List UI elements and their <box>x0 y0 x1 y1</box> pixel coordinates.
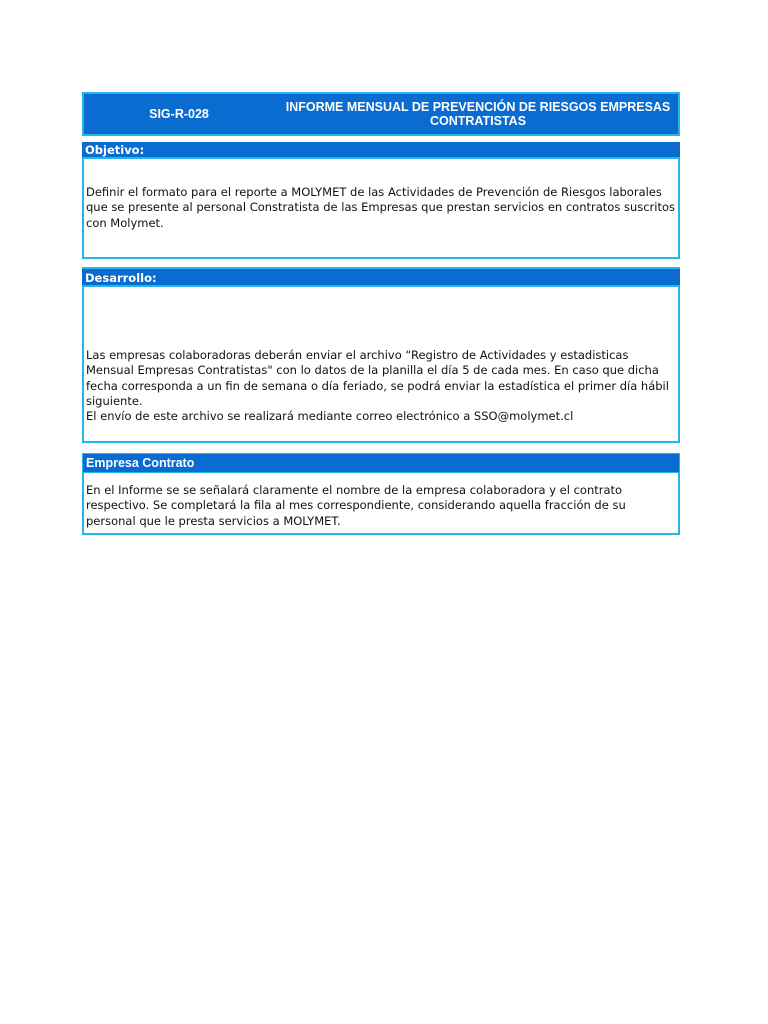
section-empresa-contrato-body <box>82 473 680 535</box>
document-code: SIG-R-028 <box>149 107 209 121</box>
objetivo-text: Definir el formato para el reporte a MOLYMET de las Actividades de Prevención de Riesgos laborales que se presente al personal Constratista de las Empresas que prestan servicios en contratos suscritos con Molymet. <box>86 185 676 230</box>
section-objetivo-body <box>82 159 680 259</box>
desarrollo-paragraph-1: Las empresas colaboradoras deberán enviar el archivo “Registro de Actividades y estadisticas Mensual Empresas Contratistas" con lo datos de la planilla el día 5 de cada mes. En caso que dicha fecha corresponda a un fin de semana o día feriado, se podrá enviar la estadística el primer día hábil siguiente. <box>86 348 669 408</box>
section-desarrollo <box>82 267 680 443</box>
empresa-contrato-text: En el Informe se se señalará claramente el nombre de la empresa colaboradora y el contrato respectivo. Se completará la fila al mes correspondiente, considerando aquella fracción de su personal que le presta servicios a MOLYMET. <box>86 483 626 528</box>
section-desarrollo-body <box>82 287 680 443</box>
section-empresa-contrato <box>82 453 680 535</box>
section-objetivo-heading: Objetivo: <box>82 142 680 159</box>
desarrollo-paragraph-2: El envío de este archivo se realizará mediante correo electrónico a SSO@molymet.cl <box>86 409 574 424</box>
form-sheet <box>82 92 680 535</box>
section-empresa-contrato-heading: Empresa Contrato <box>82 453 680 473</box>
section-desarrollo-heading: Desarrollo: <box>82 267 680 287</box>
section-objetivo <box>82 142 680 259</box>
document-title-bar <box>82 92 680 136</box>
document-title: INFORME MENSUAL DE PREVENCIÓN DE RIESGOS EMPRESAS CONTRATISTAS <box>285 100 671 128</box>
